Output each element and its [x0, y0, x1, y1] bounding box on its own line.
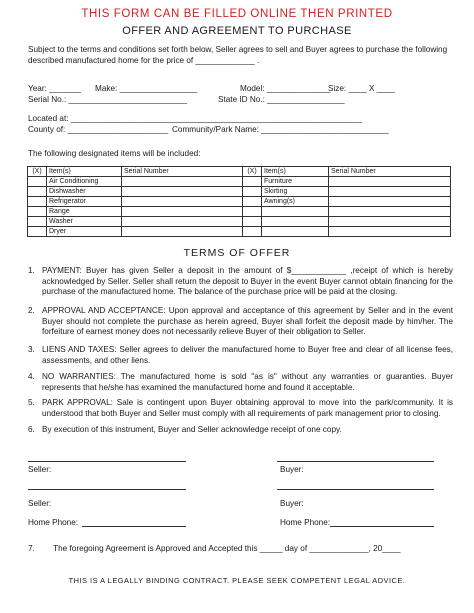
serial-cell[interactable]	[122, 217, 243, 227]
serial-cell[interactable]	[329, 197, 451, 207]
items-heading: The following designated items will be included:	[28, 149, 201, 158]
table-row	[28, 207, 451, 217]
col-header-serial-left: Serial Number	[122, 167, 243, 177]
term-number: 4.	[28, 372, 35, 381]
legal-notice-footer: THIS IS A LEGALLY BINDING CONTRACT. PLEASE SEEK COMPETENT LEGAL ADVICE.	[68, 576, 406, 585]
home-phone-line-buyer[interactable]	[330, 526, 434, 527]
term-item-payment	[28, 266, 453, 298]
col-header-items-right: Item(s)	[262, 167, 329, 177]
check-cell[interactable]	[243, 207, 262, 217]
check-cell[interactable]	[28, 197, 47, 207]
serial-cell[interactable]	[122, 207, 243, 217]
item-cell: Dishwasher	[47, 187, 122, 197]
term-item-approval	[28, 306, 453, 338]
check-cell[interactable]	[28, 207, 47, 217]
term-text: NO WARRANTIES: The manufactured home is sold "as is" without any warranties or guaranties. Buyer represents that he/she has examined the manufactured home and found it acceptable.	[42, 372, 453, 392]
clause-number: 7.	[28, 544, 35, 553]
item-cell: Awning(s)	[262, 197, 329, 207]
serial-cell[interactable]	[122, 187, 243, 197]
buyer-signature-label: Buyer:	[280, 499, 304, 508]
check-cell[interactable]	[243, 217, 262, 227]
term-text: PAYMENT: Buyer has given Seller a deposit in the amount of $____________ ,receipt of which is hereby acknowledged by Seller. Seller shall return the deposit to Buyer in the event Buyer cannot obtain financing for the purchase of the manufactured home. The balance of the purchase price will be paid at the closing.	[42, 266, 453, 296]
seller-signature-label: Seller:	[28, 499, 52, 508]
col-header-items-left: Item(s)	[47, 167, 122, 177]
county-field[interactable]: County of: ______________________	[28, 125, 168, 134]
table-header-row	[28, 167, 451, 177]
located-at-field[interactable]: Located at: ________________________________________________________________	[28, 114, 363, 123]
check-cell[interactable]	[28, 217, 47, 227]
serial-cell[interactable]	[329, 217, 451, 227]
table-row	[28, 187, 451, 197]
make-field[interactable]: Make: _________________	[95, 84, 197, 93]
item-cell	[262, 217, 329, 227]
size-field[interactable]: Size: ____ X ____	[328, 84, 395, 93]
signature-line[interactable]	[277, 489, 434, 490]
term-number: 5.	[28, 398, 35, 407]
year-field[interactable]: Year: _______	[28, 84, 81, 93]
model-field[interactable]: Model: ______________	[240, 84, 331, 93]
terms-of-offer-heading: TERMS OF OFFER	[183, 247, 291, 259]
online-fill-banner: THIS FORM CAN BE FILLED ONLINE THEN PRINTED	[81, 8, 393, 20]
serial-cell[interactable]	[122, 177, 243, 187]
intro-paragraph: Subject to the terms and conditions set forth below, Seller agrees to sell and Buyer agrees to purchase the following described manufactured home for the price of _____________ .	[28, 45, 448, 65]
serial-cell[interactable]	[329, 177, 451, 187]
community-park-field[interactable]: Community/Park Name: ____________________________	[172, 125, 389, 134]
home-phone-label-seller: Home Phone:	[28, 518, 79, 527]
term-item-receipt	[28, 425, 453, 436]
serial-cell[interactable]	[329, 227, 451, 237]
home-phone-line-seller[interactable]	[82, 526, 186, 527]
term-number: 2.	[28, 306, 35, 315]
serial-field[interactable]: Serial No.: __________________________	[28, 95, 187, 104]
item-cell	[262, 207, 329, 217]
serial-cell[interactable]	[329, 187, 451, 197]
state-id-field[interactable]: State ID No.: _________________	[218, 95, 345, 104]
clause-seven	[28, 544, 400, 555]
check-cell[interactable]	[243, 177, 262, 187]
term-item-warranties	[28, 372, 453, 393]
signature-line[interactable]	[28, 461, 186, 462]
term-text: PARK APPROVAL: Sale is contingent upon Buyer obtaining approval to move into the park/community. It is understood that both Buyer and Seller must comply with all requirements of park management prior to closing.	[42, 398, 453, 418]
check-cell[interactable]	[28, 227, 47, 237]
seller-signature-label: Seller:	[28, 465, 52, 474]
item-cell: Skirting	[262, 187, 329, 197]
item-cell: Range	[47, 207, 122, 217]
col-header-check-left: (X)	[28, 167, 47, 177]
signature-line[interactable]	[277, 461, 434, 462]
term-text: By execution of this instrument, Buyer and Seller acknowledge receipt of one copy.	[42, 425, 342, 434]
item-cell	[262, 227, 329, 237]
term-item-liens	[28, 345, 453, 366]
serial-cell[interactable]	[122, 227, 243, 237]
term-item-park-approval	[28, 398, 453, 419]
term-number: 1.	[28, 266, 35, 275]
check-cell[interactable]	[243, 197, 262, 207]
col-header-check-right: (X)	[243, 167, 262, 177]
form-title: OFFER AND AGREEMENT TO PURCHASE	[122, 25, 352, 37]
term-number: 3.	[28, 345, 35, 354]
item-cell: Washer	[47, 217, 122, 227]
term-number: 6.	[28, 425, 35, 434]
table-row	[28, 227, 451, 237]
check-cell[interactable]	[243, 227, 262, 237]
signature-line[interactable]	[28, 489, 186, 490]
table-row	[28, 217, 451, 227]
check-cell[interactable]	[28, 177, 47, 187]
buyer-signature-label: Buyer:	[280, 465, 304, 474]
serial-cell[interactable]	[329, 207, 451, 217]
table-row	[28, 177, 451, 187]
term-text: APPROVAL AND ACCEPTANCE: Upon approval and acceptance of this agreement by Seller and in the event Buyer should not complete the purchase as herein agreed, Buyer shall forfeit the deposit made by him/her. The forfeiture of earnest money does not necessarily relieve Buyer of their obligation to Seller.	[42, 306, 453, 336]
serial-cell[interactable]	[122, 197, 243, 207]
item-cell: Dryer	[47, 227, 122, 237]
item-cell: Air Conditioning	[47, 177, 122, 187]
check-cell[interactable]	[28, 187, 47, 197]
table-row	[28, 197, 451, 207]
home-phone-label-buyer: Home Phone:	[280, 518, 331, 527]
clause-text: The foregoing Agreement is Approved and Accepted this _____ day of _____________, 20____	[53, 544, 401, 553]
term-text: LIENS AND TAXES: Seller agrees to deliver the manufactured home to Buyer free and clear of all license fees, assessments, and other liens.	[42, 345, 453, 365]
item-cell: Refrigerator	[47, 197, 122, 207]
designated-items-table	[27, 166, 451, 237]
check-cell[interactable]	[243, 187, 262, 197]
item-cell: Furniture	[262, 177, 329, 187]
col-header-serial-right: Serial Number	[329, 167, 451, 177]
